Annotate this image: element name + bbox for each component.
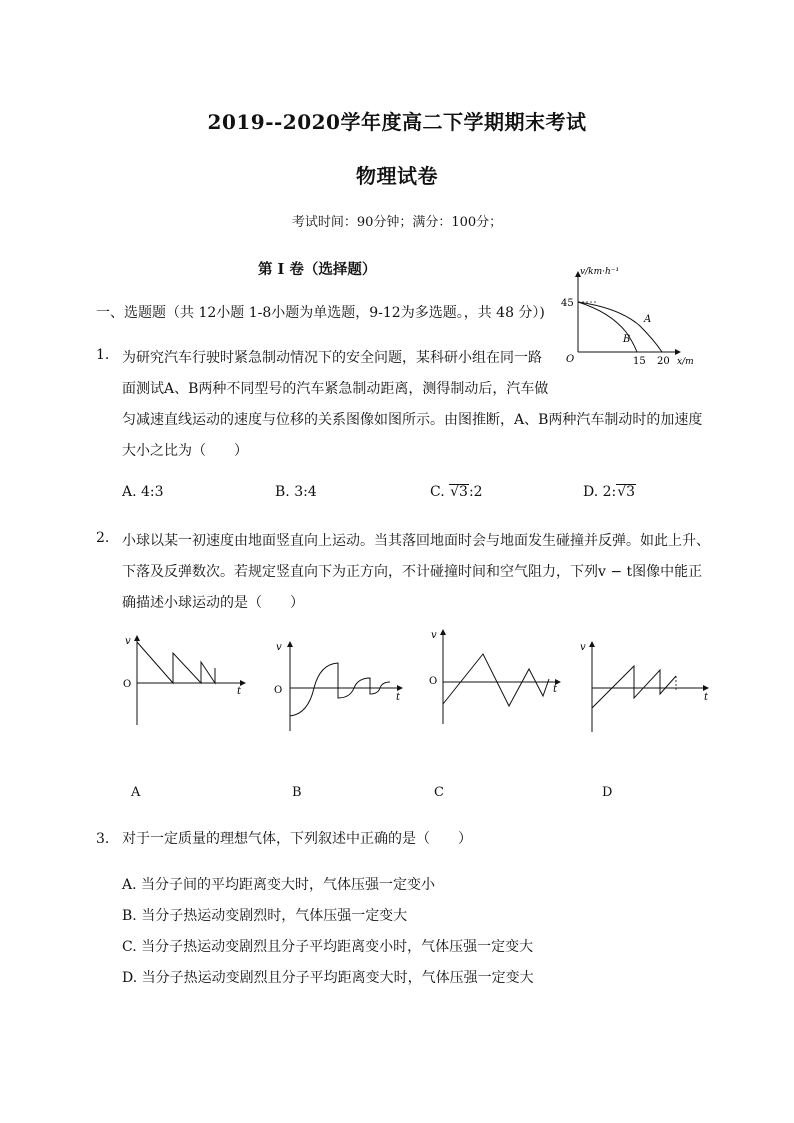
q1-line-2: 面测试A、B两种不同型号的汽车紧急制动距离，测得制动后，汽车做 xyxy=(122,381,549,397)
q1-origin: O xyxy=(566,354,575,365)
sqrt-symbol: √3 xyxy=(450,484,468,500)
svg-text:O: O xyxy=(274,685,283,696)
q3-option-d[interactable]: D. 当分子热运动变剧烈且分子平均距离变大时，气体压强一定变大 xyxy=(122,970,534,986)
q2-caption-b: B xyxy=(292,785,302,800)
q1-line-4: 大小之比为（ ） xyxy=(122,443,248,459)
q1-x-tick-20: 20 xyxy=(657,356,670,367)
svg-text:t: t xyxy=(237,686,242,697)
q2-line-1: 小球以某一初速度由地面竖直向上运动。当其落回地面时会与地面发生碰撞并反弹。如此上升、 xyxy=(122,533,710,549)
q1-x-tick-15: 15 xyxy=(633,356,646,367)
part-heading: 第 I 卷（选择题） xyxy=(258,261,377,278)
section-instructions: 一、选题题（共 12小题 1-8小题为单选题，9-12为多选题。，共 48 分）) xyxy=(96,305,545,321)
q2-graph-b[interactable] xyxy=(270,636,410,736)
q1-option-a[interactable]: A. 4:3 xyxy=(122,484,164,500)
q3-number: 3. xyxy=(96,831,110,847)
svg-text:t: t xyxy=(704,692,709,703)
q2-number: 2. xyxy=(96,530,110,546)
q2-graph-d[interactable] xyxy=(578,636,718,736)
q2a-curve xyxy=(137,642,215,683)
q1-option-d[interactable]: D. 2:√3 xyxy=(583,484,636,500)
q3-stem: 对于一定质量的理想气体，下列叙述中正确的是（ ） xyxy=(122,831,472,847)
q2-graph-a[interactable] xyxy=(115,630,255,730)
q1-option-b[interactable]: B. 3:4 xyxy=(275,484,317,500)
q2b-curve xyxy=(290,663,390,716)
q1-line-1: 为研究汽车行驶时紧急制动情况下的安全问题，某科研小组在同一路 xyxy=(122,350,542,366)
svg-text:O: O xyxy=(123,679,132,690)
q1-number: 1. xyxy=(96,347,110,363)
q2c-curve xyxy=(443,654,549,706)
q1-label-a: A xyxy=(644,314,652,325)
q2-graph-c[interactable] xyxy=(425,624,575,728)
svg-text:t: t xyxy=(553,684,558,695)
q1-label-b: B xyxy=(623,334,631,345)
q3-option-c[interactable]: C. 当分子热运动变剧烈且分子平均距离变小时，气体压强一定变大 xyxy=(122,939,534,955)
q1-option-c[interactable]: C. √3:2 xyxy=(430,484,483,500)
q1-ylabel: v/km·h⁻¹ xyxy=(580,267,620,277)
q3-option-a[interactable]: A. 当分子间的平均距离变大时，气体压强一定变小 xyxy=(122,877,436,893)
q2-line-2: 下落及反弹数次。若规定竖直向下为正方向，不计碰撞时间和空气阻力，下列v − t图像中能正 xyxy=(122,564,703,580)
svg-text:v: v xyxy=(431,630,437,641)
q3-option-b[interactable]: B. 当分子热运动变剧烈时，气体压强一定变大 xyxy=(122,908,408,924)
svg-text:t: t xyxy=(396,692,401,703)
exam-title: 2019--2020学年度高二下学期期末考试 xyxy=(207,110,587,134)
svg-text:v: v xyxy=(276,642,282,653)
q1-curve-a xyxy=(578,302,662,352)
q2-caption-d: D xyxy=(602,785,613,800)
exam-subtitle: 物理试卷 xyxy=(356,164,438,188)
q2-line-3: 确描述小球运动的是（ ） xyxy=(122,595,304,611)
q1-y-tick: 45 xyxy=(561,298,574,309)
sqrt-symbol: √3 xyxy=(617,484,636,500)
svg-text:O: O xyxy=(429,676,438,687)
svg-text:v: v xyxy=(580,642,586,653)
q1-line-3: 匀减速直线运动的速度与位移的关系图像如图所示。由图推断，A、B两种汽车制动时的加速度 xyxy=(122,412,703,428)
exam-meta: 考试时间：90分钟；满分：100分； xyxy=(291,215,503,230)
q1-vx-graph xyxy=(560,264,710,372)
q2-caption-c: C xyxy=(434,785,444,800)
q2-caption-a: A xyxy=(131,785,141,800)
svg-text:v: v xyxy=(125,636,131,647)
q1-xlabel: x/m xyxy=(677,357,694,367)
